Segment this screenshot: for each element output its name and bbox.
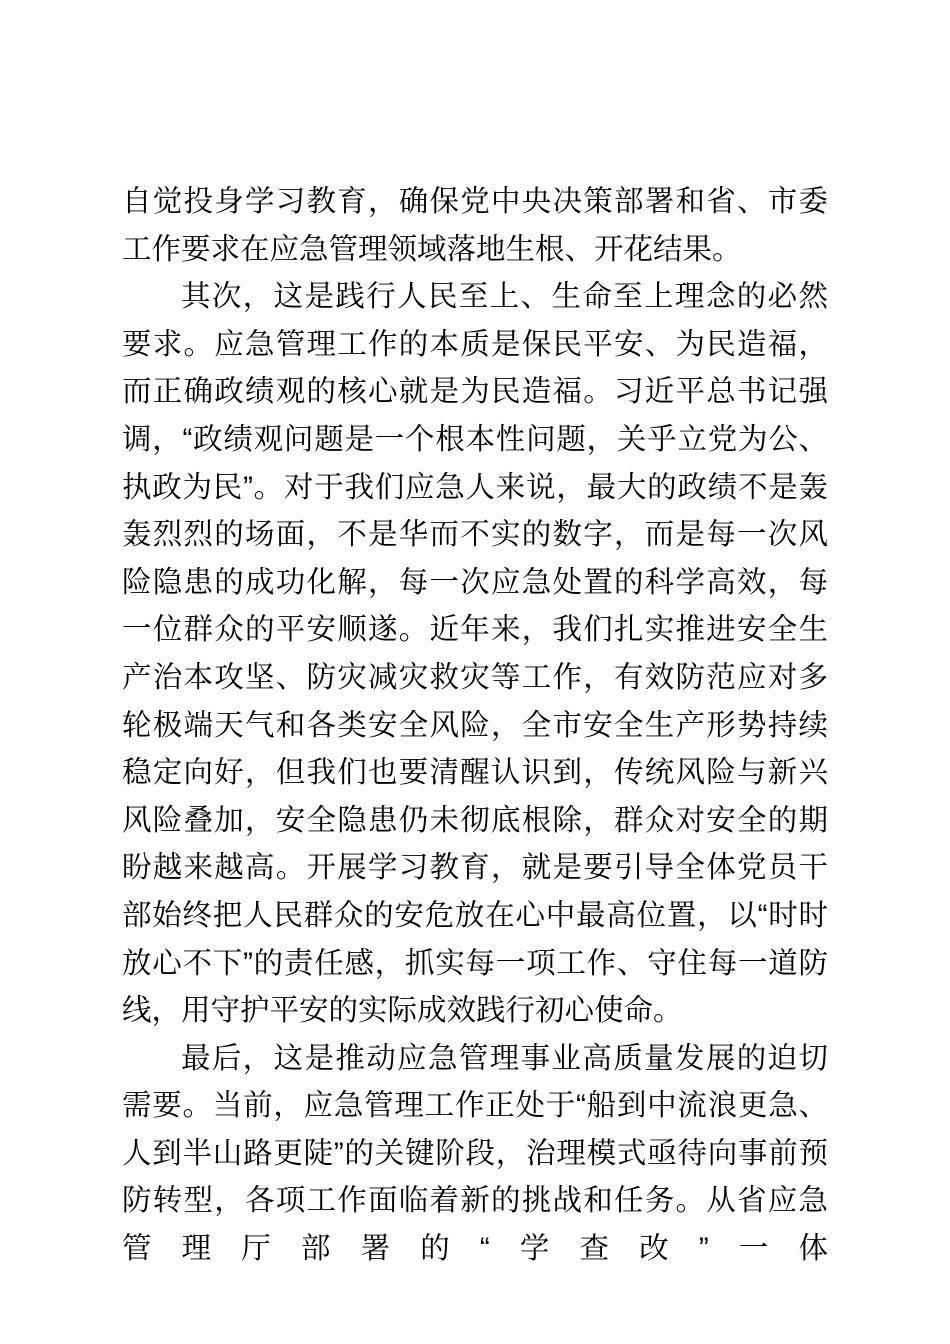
document-text-body: [122, 178, 828, 1273]
paragraph-second-point: 其次，这是践行人民至上、生命至上理念的必然要求。应急管理工作的本质是保民平安、为民造福，而正确政绩观的核心就是为民造福。习近平总书记强调，“政绩观问题是一个根本性问题，关乎立党为公、执政为民”。对于我们应急人来说，最大的政绩不是轰轰烈烈的场面，不是华而不实的数字，而是每一次风险隐患的成功化解，每一次应急处置的科学高效，每一位群众的平安顺遂。近年来，我们扎实推进安全生产治本攻坚、防灾减灾救灾等工作，有效防范应对多轮极端天气和各类安全风险，全市安全生产形势持续稳定向好，但我们也要清醒认识到，传统风险与新兴风险叠加，安全隐患仍未彻底根除，群众对安全的期盼越来越高。开展学习教育，就是要引导全体党员干部始终把人民群众的安危放在心中最高位置，以“时时放心不下”的责任感，抓实每一项工作、守住每一道防线，用守护平安的实际成效践行初心使命。: [122, 280, 828, 1028]
paragraph-continuation: 自觉投身学习教育，确保党中央决策部署和省、市委工作要求在应急管理领域落地生根、开花结果。: [122, 185, 828, 266]
paragraph-third-point: 最后，这是推动应急管理事业高质量发展的迫切需要。当前，应急管理工作正处于“船到中流浪更急、人到半山路更陡”的关键阶段，治理模式亟待向事前预防转型，各项工作面临着新的挑战和任务。从省应急管理厅部署的“学查改”一体: [122, 1041, 828, 1266]
